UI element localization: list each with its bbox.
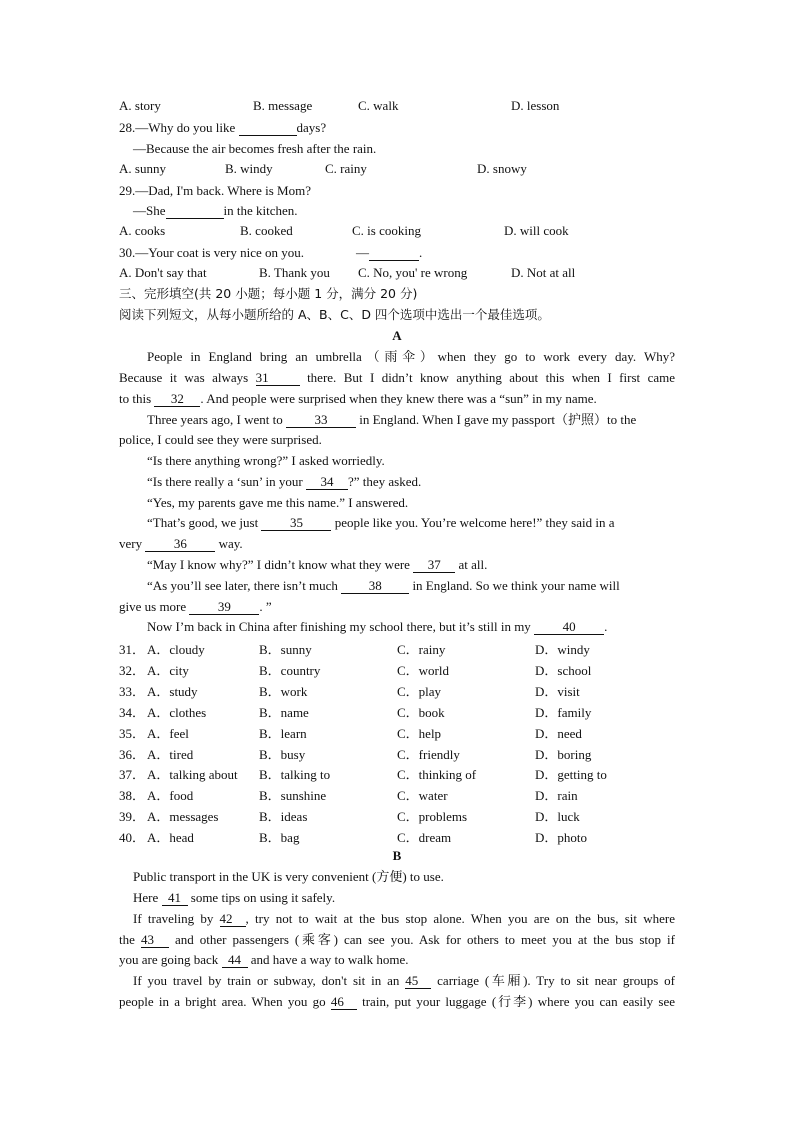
cloze-a-option-d[interactable]: D．photo	[535, 830, 588, 846]
cloze-a-option-d[interactable]: D．windy	[535, 642, 590, 657]
cloze-a-option-d[interactable]: D．visit	[535, 683, 580, 699]
q29-response	[133, 202, 689, 220]
q30-option-c[interactable]: C. No, you' re wrong	[358, 265, 468, 280]
text: there. But I didn’t know anything about this when I first came	[299, 370, 675, 385]
q28-option-d[interactable]: D. snowy	[477, 161, 527, 176]
passage-a-line	[147, 411, 675, 429]
q30-dash: —	[356, 245, 369, 260]
text: , try not to wait at the bus stop alone. When you are on the bus, sit where	[245, 911, 675, 926]
cloze-a-option-c[interactable]: C．rainy	[397, 642, 446, 657]
cloze-a-option-a[interactable]: A．cloudy	[147, 642, 205, 657]
passage-b-line	[133, 889, 689, 907]
cloze-a-option-d[interactable]: D．boring	[535, 746, 592, 762]
blank-45[interactable]: 45	[405, 974, 431, 989]
cloze-a-question-number: 32．	[119, 662, 146, 678]
cloze-a-option-c[interactable]: C．world	[397, 662, 450, 678]
cloze-a-option-a[interactable]: A．food	[147, 788, 194, 804]
passage-b-line: Public transport in the UK is very convenient (方便) to use.	[133, 869, 444, 884]
q29-text-end: in the kitchen.	[223, 203, 298, 218]
blank-38[interactable]: 38	[341, 579, 409, 594]
q29-option-b[interactable]: B. cooked	[240, 223, 293, 238]
blank-44[interactable]: 44	[222, 953, 248, 968]
cloze-a-option-b[interactable]: B．talking to	[259, 767, 331, 783]
q29-option-c[interactable]: C. is cooking	[352, 223, 421, 238]
text: the	[119, 932, 141, 947]
cloze-a-option-a[interactable]: A．feel	[147, 725, 189, 741]
text: Here	[133, 890, 162, 905]
cloze-a-option-c[interactable]: C．book	[397, 704, 445, 720]
passage-a-line	[147, 556, 703, 574]
cloze-a-option-b[interactable]: B．ideas	[259, 809, 308, 825]
cloze-a-option-c[interactable]: C．help	[397, 725, 442, 741]
q30-response	[356, 244, 422, 262]
text: in England. So we think your name will	[409, 578, 620, 593]
passage-b-line	[133, 910, 675, 928]
q30-option-a[interactable]: A. Don't say that	[119, 265, 207, 280]
q28-text: 28.—Why do you like	[119, 120, 239, 135]
text: “That’s good, we just	[147, 515, 262, 530]
cloze-a-option-a[interactable]: A．messages	[147, 809, 219, 825]
text: you are going back	[119, 952, 222, 967]
blank-35[interactable]: 35	[261, 516, 331, 531]
q29-option-a[interactable]: A. cooks	[119, 223, 166, 238]
q29-option-d[interactable]: D. will cook	[504, 223, 569, 238]
q30-option-d[interactable]: D. Not at all	[511, 265, 576, 280]
cloze-a-option-c[interactable]: C．thinking of	[397, 767, 477, 783]
blank-34[interactable]: 34	[306, 475, 348, 490]
q27-option-d[interactable]: D. lesson	[511, 98, 560, 113]
text: and other passengers (乘客) can see you. Ask for others to meet you at the bus stop if	[168, 932, 675, 947]
text: .	[604, 619, 608, 634]
cloze-a-option-c[interactable]: C．problems	[397, 809, 468, 825]
cloze-a-option-d[interactable]: D．luck	[535, 809, 580, 825]
cloze-a-option-b[interactable]: B．work	[259, 683, 308, 699]
cloze-a-option-a[interactable]: A．head	[147, 830, 194, 846]
passage-a-line	[147, 577, 675, 595]
cloze-a-option-d[interactable]: D．getting to	[535, 767, 607, 783]
text: and have a way to walk home.	[247, 952, 409, 967]
q30-text: 30.—Your coat is very nice on you.	[119, 245, 304, 260]
text: people like you. You’re welcome here!” they said in a	[331, 515, 615, 530]
q30-end: .	[419, 245, 423, 260]
text: “Is there really a ‘sun’ in your	[147, 474, 306, 489]
passage-a-line: “Is there anything wrong?” I asked worriedly.	[147, 453, 385, 468]
q27-option-c[interactable]: C. walk	[358, 98, 399, 113]
passage-b-line	[119, 951, 675, 969]
cloze-a-question-number: 34．	[119, 704, 146, 720]
cloze-a-option-d[interactable]: D．school	[535, 662, 592, 678]
cloze-a-option-a[interactable]: A．talking about	[147, 767, 238, 783]
blank-43[interactable]: 43	[141, 933, 169, 948]
text: some tips on using it safely.	[187, 890, 336, 905]
cloze-a-option-a[interactable]: A．clothes	[147, 704, 207, 720]
cloze-a-question-number: 33．	[119, 683, 146, 699]
q27-option-a[interactable]: A. story	[119, 98, 161, 113]
cloze-a-option-a[interactable]: A．tired	[147, 746, 194, 762]
q29-blank[interactable]	[166, 204, 224, 219]
text: carriage (车厢). Try to sit near groups of	[431, 973, 675, 988]
cloze-a-option-b[interactable]: B．learn	[259, 725, 307, 741]
q29-text: —She	[133, 203, 166, 218]
text: very	[119, 536, 146, 551]
q29-question: 29.—Dad, I'm back. Where is Mom?	[119, 183, 311, 198]
cloze-a-option-c[interactable]: C．play	[397, 683, 442, 699]
cloze-a-option-c[interactable]: C．friendly	[397, 746, 460, 762]
cloze-a-question-number: 36．	[119, 746, 146, 762]
passage-a-line	[147, 473, 703, 491]
cloze-a-question-number: 38．	[119, 788, 146, 804]
text: “As you’ll see later, there isn’t much	[147, 578, 342, 593]
text: way.	[215, 536, 243, 551]
passage-a-line: People in England bring an umbrella（雨伞）when they go to work every day. Why?	[147, 349, 675, 364]
text: “May I know why?” I didn’t know what they were	[147, 557, 414, 572]
blank-40[interactable]: 40	[534, 620, 604, 635]
q28-text-end: days?	[296, 120, 327, 135]
passage-a-line: police, I could see they were surprised.	[119, 432, 322, 447]
text: to this	[119, 391, 155, 406]
q27-option-b[interactable]: B. message	[253, 98, 313, 113]
q28-option-b[interactable]: B. windy	[225, 161, 273, 176]
passage-a-line	[147, 514, 675, 532]
cloze-a-option-b[interactable]: B．name	[259, 704, 309, 720]
blank-33[interactable]: 33	[286, 413, 356, 428]
blank-37[interactable]: 37	[413, 558, 455, 573]
q28-option-c[interactable]: C. rainy	[325, 161, 367, 176]
cloze-a-option-d[interactable]: D．family	[535, 704, 592, 720]
passage-a-line	[119, 369, 675, 387]
blank-39[interactable]: 39	[189, 600, 259, 615]
text: train, put your luggage (行李) where you can easily see	[356, 994, 676, 1009]
passage-a-line	[119, 598, 675, 616]
cloze-a-option-b[interactable]: B．sunshine	[259, 788, 327, 804]
text: Now I’m back in China after finishing my school there, but it’s still in my	[147, 619, 535, 634]
passage-b-line	[133, 972, 675, 990]
section-instructions: 阅读下列短文，从每小题所给的 A、B、C、D 四个选项中选出一个最佳选项。	[119, 307, 550, 322]
q30-question	[119, 244, 675, 262]
cloze-a-question-number: 40．	[119, 830, 146, 846]
blank-42[interactable]: 42	[220, 912, 246, 927]
cloze-a-option-b[interactable]: B．country	[259, 662, 321, 678]
blank-41[interactable]: 41	[162, 891, 188, 906]
cloze-a-option-d[interactable]: D．need	[535, 725, 582, 741]
passage-b-line	[119, 931, 675, 949]
blank-32[interactable]: 32	[154, 392, 200, 407]
text: at all.	[455, 557, 488, 572]
cloze-a-question-number: 35．	[119, 725, 146, 741]
cloze-a-option-b[interactable]: B．bag	[259, 830, 300, 846]
cloze-a-option-c[interactable]: C．water	[397, 788, 448, 804]
passage-b-line	[119, 993, 675, 1011]
cloze-a-question-number: 37．	[119, 767, 146, 783]
blank-31[interactable]: 31	[256, 371, 300, 386]
text: . ”	[259, 599, 272, 614]
blank-46[interactable]: 46	[331, 995, 357, 1010]
text: people in a bright area. When you go	[119, 994, 331, 1009]
cloze-a-question-number: 31．	[119, 642, 146, 657]
passage-a-line	[147, 618, 675, 636]
text: give us more	[119, 599, 190, 614]
text: ?” they asked.	[347, 474, 422, 489]
q28-question	[119, 119, 675, 137]
passage-a-line: “Yes, my parents gave me this name.” I answered.	[147, 495, 409, 510]
cloze-a-option-d[interactable]: D．rain	[535, 788, 578, 804]
q30-blank[interactable]	[369, 246, 419, 261]
cloze-a-question-number: 39．	[119, 809, 146, 825]
cloze-a-option-a[interactable]: A．city	[147, 662, 189, 678]
text: . And people were surprised when they knew there was a “sun” in my name.	[200, 391, 597, 406]
passage-a-line	[119, 535, 675, 553]
text: Because it was always	[119, 370, 256, 385]
cloze-a-option-b[interactable]: B．busy	[259, 746, 306, 762]
q30-option-b[interactable]: B. Thank you	[259, 265, 330, 280]
q28-option-a[interactable]: A. sunny	[119, 161, 166, 176]
passage-a-line	[119, 390, 675, 408]
passage-a-title: A	[392, 328, 402, 343]
blank-36[interactable]: 36	[145, 537, 215, 552]
cloze-a-option-c[interactable]: C．dream	[397, 830, 452, 846]
text: in England. When I gave my passport（护照）to the	[355, 412, 637, 427]
section-title: 三、完形填空(共 20 小题；每小题 1 分，满分 20 分)	[119, 286, 418, 301]
q28-blank[interactable]	[239, 121, 297, 136]
q28-response: —Because the air becomes fresh after the rain.	[133, 141, 377, 156]
cloze-a-option-b[interactable]: B．sunny	[259, 642, 312, 657]
passage-b-title: B	[392, 848, 402, 863]
text: Three years ago, I went to	[147, 412, 286, 427]
text: If traveling by	[133, 911, 220, 926]
text: If you travel by train or subway, don't sit in an	[133, 973, 406, 988]
cloze-a-option-a[interactable]: A．study	[147, 683, 198, 699]
